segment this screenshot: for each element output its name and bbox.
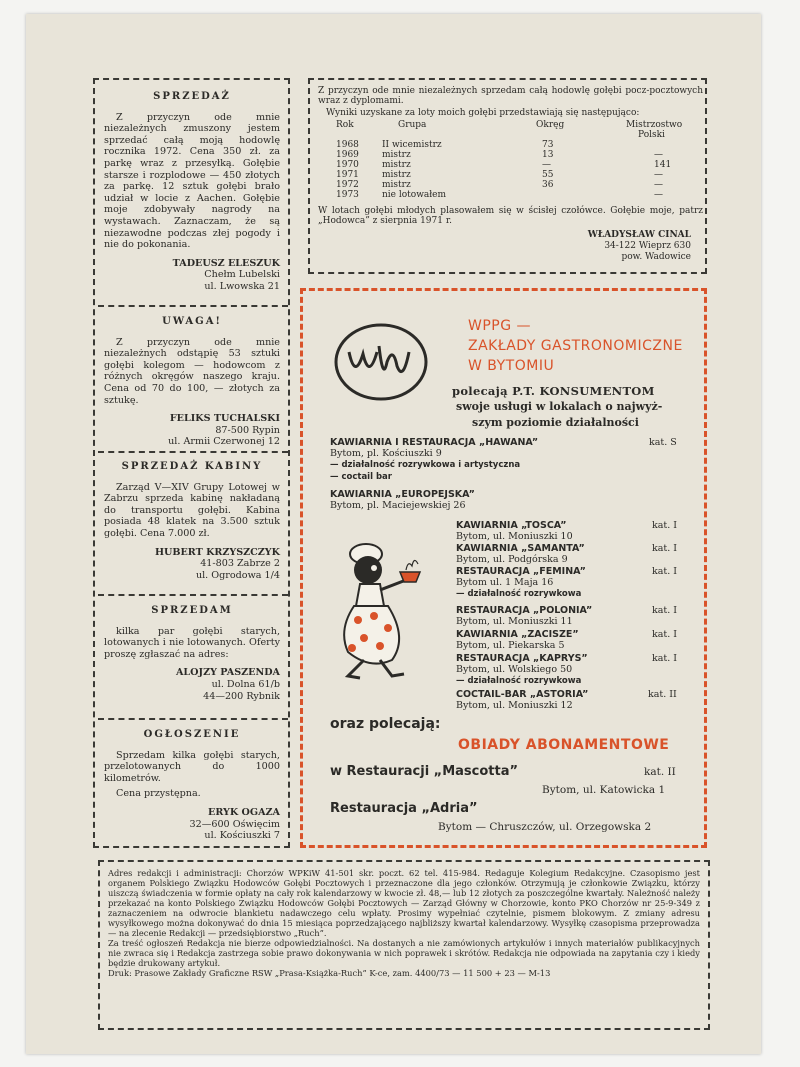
venue-address: Bytom, ul. Moniuszki 11 (456, 616, 573, 627)
svg-text:WPPG: WPPG (381, 400, 385, 401)
row-year: 1968 (336, 140, 359, 150)
venue-hawana (330, 437, 538, 483)
row-grupa: mistrz (382, 160, 411, 170)
venue-category: kat. I (652, 653, 678, 664)
row-year: 1969 (336, 150, 359, 160)
venue-astoria (456, 689, 588, 711)
row-mistrz: 141 (654, 160, 672, 170)
ad-address: ul. Armii Czerwonej 12 (168, 436, 280, 448)
venue-name: KAWIARNIA „EUROPEJSKA” (330, 489, 475, 500)
imprint-print: Druk: Prasowe Zakłady Graficzne RSW „Prasa-Książka-Ruch” K-ce, zam. 4400/73 — 11 500 + 23 — M-13 (108, 968, 551, 978)
venue-address: Bytom, ul. Piekarska 5 (456, 640, 565, 651)
row-grupa: nie lotowałem (382, 190, 447, 200)
ad-extra: Cena przystępna. (116, 788, 201, 800)
venue-name: KAWIARNIA I RESTAURACJA „HAWANA” (330, 437, 539, 448)
ad-body: Sprzedam kilka gołębi starych, przelotowanych do 1000 kilometrów. (104, 749, 280, 784)
venue-tosca (456, 520, 573, 542)
row-okreg: 55 (542, 170, 554, 180)
ad-signature: HUBERT KRZYSZCZYK (154, 546, 280, 558)
ad-address: 44—200 Rybnik (203, 690, 280, 702)
mascotta-category: kat. II (644, 766, 676, 778)
venue-note: — coctail bar (330, 472, 392, 482)
wppg-intro: swoje usługi w lokalach o najwyż- (456, 400, 663, 413)
venue-europejska (330, 489, 475, 511)
cinal-intro: Z przyczyn ode mnie niezależnych sprzedam całą hodowlę gołębi pocz-pocztowych wraz z dyplomami. (318, 86, 703, 106)
venue-address: Bytom, pl. Maciejewskiej 26 (330, 500, 466, 511)
venue-name: KAWIARNIA „TOSCA” (456, 520, 567, 531)
divider (98, 451, 288, 453)
cinal-signature: WŁADYSŁAW CINAL (587, 230, 691, 240)
venue-category: kat. II (648, 689, 677, 700)
row-year: 1973 (336, 190, 359, 200)
row-okreg: — (542, 160, 551, 170)
ad-address: Chełm Lubelski (204, 269, 280, 281)
ad-address: 32—600 Oświęcim (189, 818, 280, 830)
venue-category: kat. S (649, 437, 677, 448)
ad-address: 41-803 Zabrze 2 (200, 558, 280, 570)
venue-zacisze (456, 629, 579, 651)
ad-heading: SPRZEDAŻ (153, 91, 231, 102)
venue-name: KAWIARNIA „ZACISZE” (456, 629, 579, 640)
venue-category: kat. I (652, 605, 678, 616)
wppg-title: WPPG — (468, 318, 532, 334)
venue-femina (456, 566, 586, 600)
venue-category: kat. I (652, 543, 678, 554)
ad-uwaga (98, 309, 286, 448)
row-okreg: 73 (542, 140, 554, 150)
row-okreg: 13 (542, 150, 554, 160)
venue-note: — działalność rozrywkowa i artystyczna (330, 460, 521, 470)
also-recommend: oraz polecają: (330, 716, 441, 732)
ad-heading: UWAGA! (162, 316, 222, 327)
ad-signature: ALOJZY PASZENDA (175, 667, 280, 679)
venue-address: Bytom, pl. Kościuszki 9 (330, 448, 442, 459)
adria-address: Bytom — Chruszczów, ul. Orzegowska 2 (438, 821, 652, 833)
venue-name: KAWIARNIA „SAMANTA” (456, 543, 585, 554)
venue-note: — działalność rozrywkowa (456, 589, 582, 599)
row-mistrz: — (654, 150, 663, 160)
row-grupa: mistrz (382, 150, 411, 160)
venue-name: COCTAIL-BAR „ASTORIA” (456, 689, 589, 700)
row-mistrz: — (654, 180, 663, 190)
ad-signature: TADEUSZ ELESZUK (172, 257, 280, 269)
venue-note: — działalność rozrywkowa (456, 676, 582, 686)
row-grupa: mistrz (382, 180, 411, 190)
row-year: 1971 (336, 170, 359, 180)
divider (98, 305, 288, 307)
ad-heading: SPRZEDAŻ KABINY (121, 461, 263, 472)
ad-body: Zarząd V—XIV Grupy Lotowej w Zabrzu sprzeda kabinę nakładaną do transportu gołębi. Kabina posiada 48 klatek na 3.500 sztuk gołębi. Cena 7.000 zł. (104, 481, 280, 539)
ad-address: ul. Lwowska 21 (204, 280, 280, 292)
venue-kaprys (456, 653, 588, 687)
ad-heading: SPRZEDAM (151, 605, 233, 616)
venue-name: RESTAURACJA „KAPRYS” (456, 653, 588, 664)
venue-address: Bytom ul. 1 Maja 16 (456, 577, 554, 588)
venue-polonia (456, 605, 592, 627)
ad-address: ul. Kościuszki 7 (204, 830, 280, 842)
waiter-illustration (330, 520, 442, 685)
row-year: 1970 (336, 160, 359, 170)
col-header-mistrzostwo: Mistrzostwo (626, 120, 683, 130)
cinal-address: 34-122 Wieprz 630 (604, 241, 691, 251)
ad-body: kilka par gołębi starych, lotowanych i nie lotowanych. Oferty proszę zgłaszać na adres: (104, 625, 280, 660)
venue-address: Bytom, ul. Wolskiego 50 (456, 664, 573, 675)
col-subheader: Polski (638, 130, 665, 140)
venue-category: kat. I (652, 566, 678, 577)
ad-sprzedam (98, 598, 286, 702)
wppg-intro: szym poziomie działalności (472, 416, 639, 429)
ad-address: 87-500 Rypin (215, 424, 280, 436)
wppg-logo (333, 322, 429, 402)
wppg-intro: polecają P.T. KONSUMENTOM (452, 384, 655, 398)
cinal-note: W lotach gołębi młodych plasowałem się w ścisłej czołówce. Gołębie moje, patrz „Hodowca” z sierpnia 1971 r. (318, 206, 703, 226)
venue-address: Bytom, ul. Moniuszki 12 (456, 700, 573, 711)
venue-name: RESTAURACJA „POLONIA” (456, 605, 593, 616)
venue-category: kat. I (652, 520, 678, 531)
divider (98, 594, 288, 596)
imprint-text: Za treść ogłoszeń Redakcja nie bierze odpowiedzialności. Na dostanych a nie zamówionych artykułów i innych materiałów publikacyjnych nie zwraca się i Redakcja zastrzega sobie prawo dokonywania w nich poprawek i skrótów. Redakcja nie odpowiada na zapytania czy i kiedy będzie drukowany artykuł. (108, 938, 700, 968)
venue-address: Bytom, ul. Moniuszki 10 (456, 531, 573, 542)
row-year: 1972 (336, 180, 359, 190)
cinal-content (318, 86, 703, 272)
venue-samanta (456, 543, 585, 565)
imprint-text: Adres redakcji i administracji: Chorzów WPKiW 41-501 skr. poczt. 62 tel. 415-984. Redaguje Kolegium Redakcyjne. Czasopismo jest organem Polskiego Związku Hodowców Gołębi Pocztowych i przeznaczone dla jego członków. Otrzymują je członkowie Związku, którzy uiszczą świadczenia w formie opłaty na cały rok kalendarzowy w kwocie zł. 48,— lub 12 złotych za poszczególne kwartały. Należność należy przekazać na konto Polskiego Związku Hodowców Gołębi Pocztowych — Zarząd Główny w Chorzowie, konto PKO Chorzów nr 25-9-349 z zaznaczeniem na odwrocie blankietu nadawczego celu wpłaty. Prosimy wypełniać czytelnie, pismem blokowym. Z zmiany adresu wysyłkowego można dokonywać do dnia 15 miesiąca poprzedzającego najbliższy kwartał kalendarzowy. Wysyłkę czasopisma przeprowadza — na zlecenie Redakcji — przedsiębiorstwo „Ruch”. (108, 868, 700, 938)
ad-address: ul. Ogrodowa 1/4 (195, 569, 280, 581)
ad-body: Z przyczyn ode mnie niezależnych zmuszony jestem sprzedać całą moją hodowlę rocznika 1972. Cena 350 zł. za parkę wraz z przesyłką. Gołębie starsze i rozplodowe — 450 złotych za parkę. 12 sztuk gołębi brało udział w locie z Aachen. Gołębie moje zdobywały nagrody na wystawach. Zaznaczam, że są niezawodne podczas złej pogody i nie do pokonania. (104, 111, 280, 251)
col-header-rok: Rok (336, 120, 354, 130)
ad-signature: FELIKS TUCHALSKI (169, 413, 280, 425)
ad-heading: OGŁOSZENIE (143, 729, 241, 740)
row-mistrz: — (654, 190, 663, 200)
ad-body: Z przyczyn ode mnie niezależnych odstąpię 53 sztuki gołębi kolegom — hodowcom z różnych okręgów naszego kraju. Cena od 70 do 100, — złotych za sztukę. (104, 336, 280, 406)
wppg-title: ZAKŁADY GASTRONOMICZNE (468, 338, 683, 354)
row-okreg: 36 (542, 180, 554, 190)
mascotta: w Restauracji „Mascotta” (330, 764, 519, 779)
adria: Restauracja „Adria” (330, 801, 478, 816)
mascotta-address: Bytom, ul. Katowicka 1 (542, 784, 666, 796)
row-grupa: II wicemistrz (382, 140, 442, 150)
col-header-grupa: Grupa (398, 120, 427, 130)
cinal-results: Wyniki uzyskane za loty moich gołębi przedstawiają się następująco: (326, 108, 640, 118)
imprint-box (98, 860, 710, 1030)
row-mistrz: — (654, 170, 663, 180)
divider (98, 718, 288, 720)
venue-address: Bytom, ul. Podgórska 9 (456, 554, 568, 565)
ad-sprzedaz (98, 84, 286, 293)
col-header-okreg: Okręg (536, 120, 565, 130)
venue-category: kat. I (652, 629, 678, 640)
row-grupa: mistrz (382, 170, 411, 180)
ad-address: ul. Dolna 61/b (211, 678, 280, 690)
venue-name: RESTAURACJA „FEMINA” (456, 566, 586, 577)
ad-ogloszenie (98, 722, 286, 842)
ad-signature: ERYK OGAZA (208, 806, 280, 818)
cinal-address: pow. Wadowice (621, 252, 691, 262)
obiady-abonamentowe: OBIADY ABONAMENTOWE (458, 737, 670, 753)
wppg-title: W BYTOMIU (468, 358, 555, 374)
ad-sprzedaz-kabiny (98, 454, 286, 581)
